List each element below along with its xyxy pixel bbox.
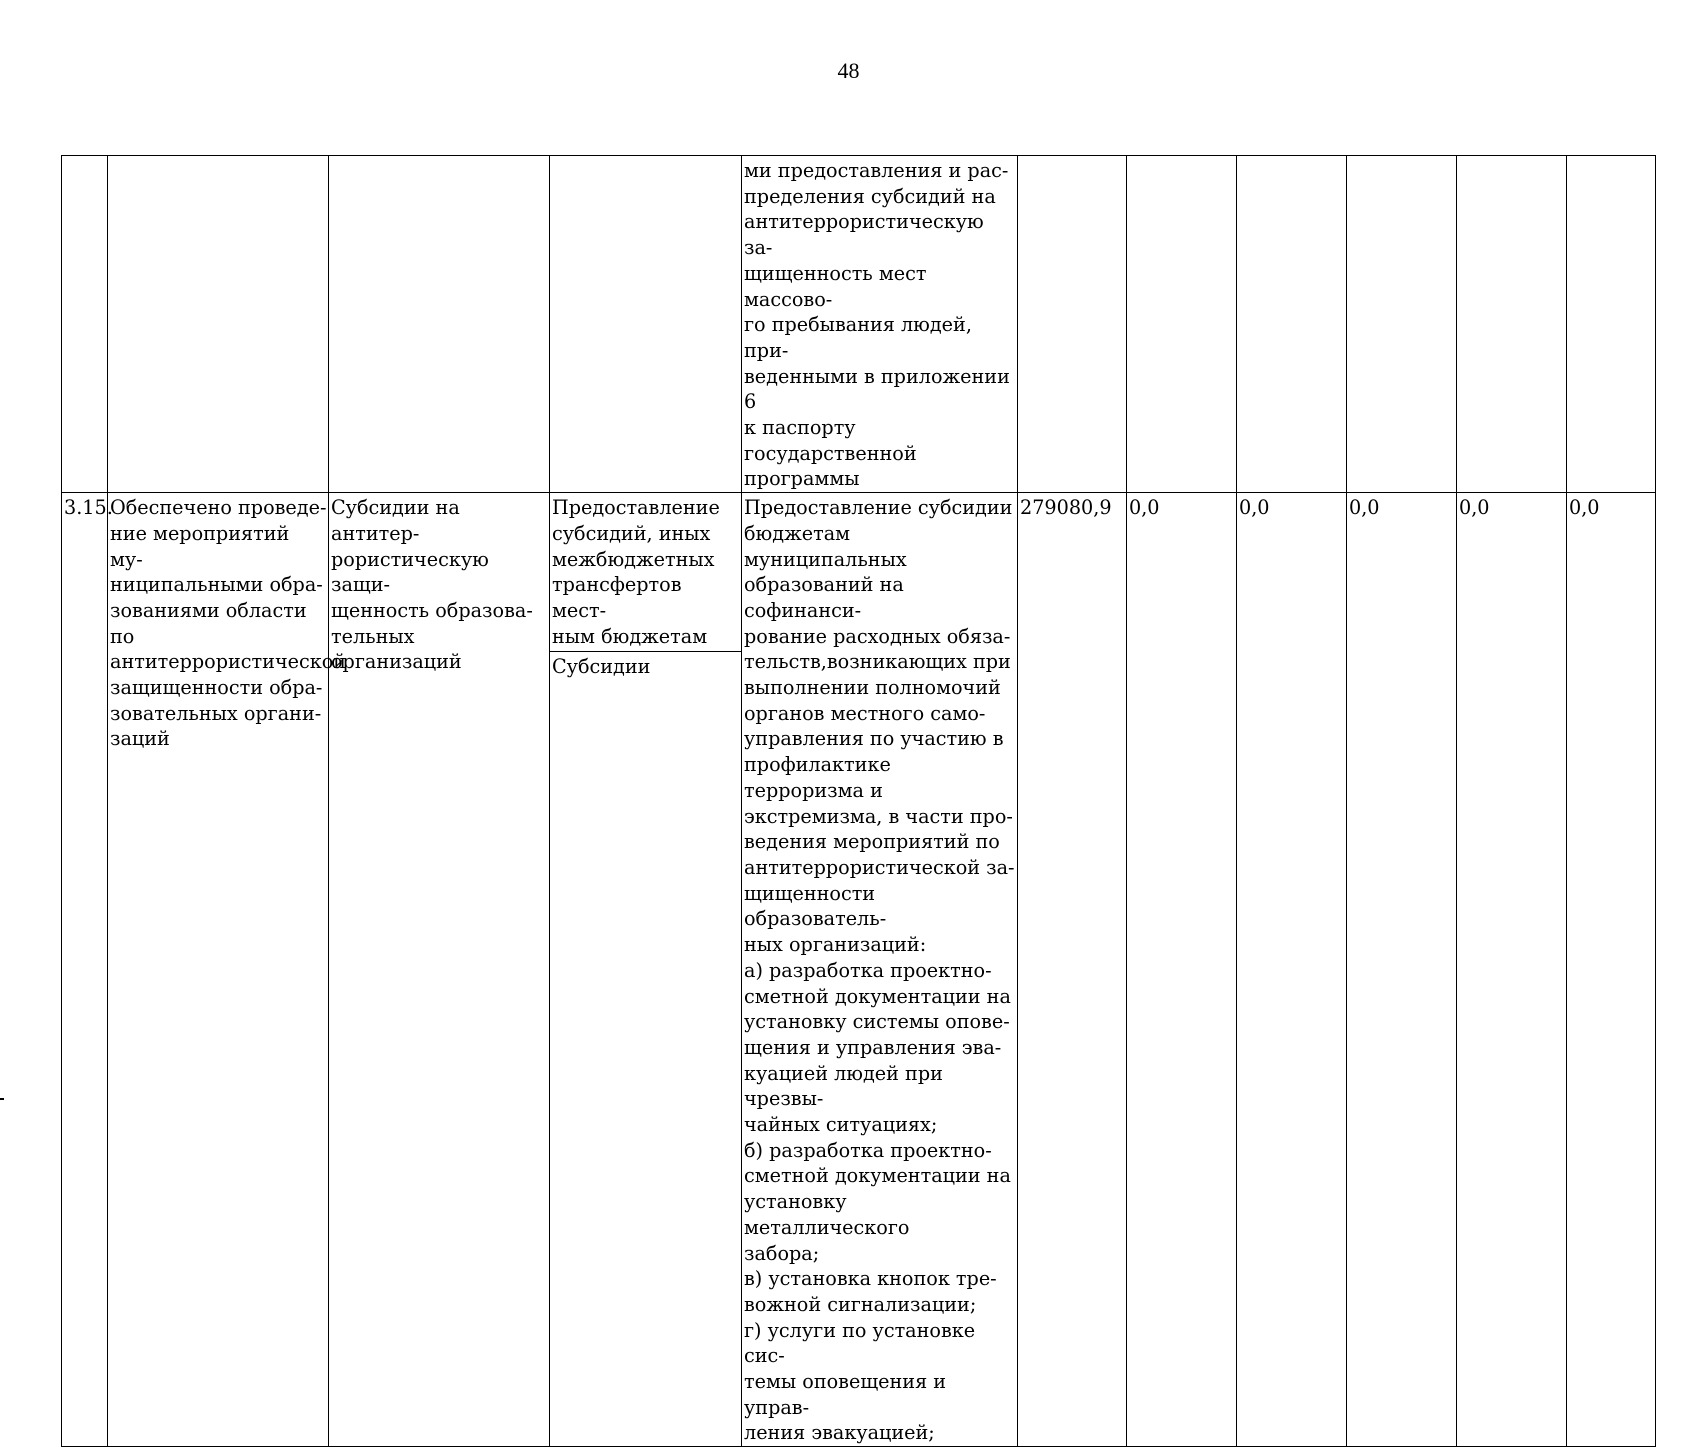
- measure-cell: [329, 493, 550, 1447]
- table-cell: [62, 156, 108, 493]
- measure-text: Субсидии на антитер- рористическую защи- щенность образова- тельных организаций: [331, 496, 533, 674]
- value-cell: [1457, 493, 1567, 1447]
- value-total: 279080,9: [1020, 496, 1112, 520]
- table-cell: [1347, 156, 1457, 493]
- value-year-1: 0,0: [1129, 496, 1160, 520]
- table-row-continuation: [62, 156, 1656, 493]
- description-text: Предоставление субсидии бюджетам муниципальных образований на софинанси- рование расходных обяза- тельств,возникающих при выполнении полномочий органов местного само- управления по участию в профилактике терроризма и экстремизма, в части про- ведения мероприятий по антитеррористической за- щищенности образователь- ных организаций: а) разработка проектно- сметной документации на установку системы опове- щения и управления эва- куацией людей при чрезвы- чайных ситуациях; б) разработка проектно- сметной документации на установку металлического забора; в) установка кнопок тре- вожной сигнализации; г) услуги по установке сис- темы оповещения и управ- ления эвакуацией;: [744, 496, 1015, 1445]
- scan-edge-mark: [0, 1098, 4, 1100]
- table-cell: [108, 156, 329, 493]
- value-year-5: 0,0: [1569, 496, 1600, 520]
- result-cell: [108, 493, 347, 1447]
- description-continuation-cell: [742, 156, 1018, 493]
- type-primary-text: Предоставление субсидий, иных межбюджетных трансфертов мест- ным бюджетам: [550, 493, 741, 652]
- table-cell: [1567, 156, 1656, 493]
- row-number-cell: [62, 493, 113, 1447]
- page-number: 48: [837, 58, 860, 83]
- table-cell: [329, 156, 550, 493]
- result-text: Обеспечено проведе- ние мероприятий му- ниципальными обра- зованиями области по антитеррористической защищенности обра- зовательных органи- заций: [110, 496, 347, 751]
- table-cell: [550, 156, 742, 493]
- value-cell: [1018, 493, 1127, 1447]
- row-number: 3.15.: [64, 496, 113, 520]
- type-secondary-text: Субсидии: [552, 655, 651, 679]
- value-cell: [1347, 493, 1457, 1447]
- value-cell: [1237, 493, 1347, 1447]
- description-cell: [742, 493, 1018, 1447]
- value-year-4: 0,0: [1459, 496, 1490, 520]
- value-year-3: 0,0: [1349, 496, 1380, 520]
- description-continuation-text: ми предоставления и рас- пределения субсидий на антитеррористическую за- щищенность мест массово- го пребывания людей, при- веденными в приложении 6 к паспорту государственной программы: [744, 159, 1010, 491]
- value-cell: [1567, 493, 1656, 1447]
- table-cell: [1237, 156, 1347, 493]
- value-year-2: 0,0: [1239, 496, 1270, 520]
- type-cell: [550, 493, 742, 1447]
- table-row-3-15: [62, 493, 1656, 1447]
- table-cell: [1457, 156, 1567, 493]
- program-table: [61, 155, 1656, 1447]
- value-cell: [1127, 493, 1237, 1447]
- table-cell: [1018, 156, 1127, 493]
- table-cell: [1127, 156, 1237, 493]
